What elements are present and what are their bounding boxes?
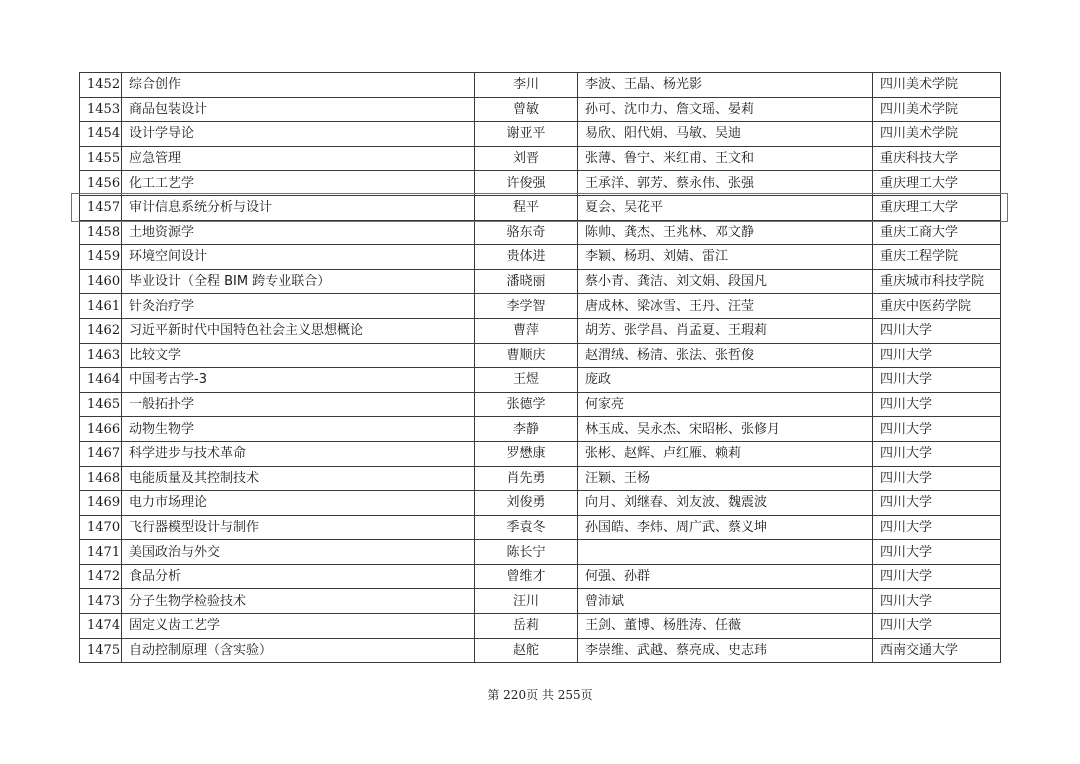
team-members-cell xyxy=(578,540,873,565)
school-name-cell: 四川大学 xyxy=(873,368,1001,393)
course-leader-cell: 陈长宁 xyxy=(475,540,578,565)
school-name-cell: 四川美术学院 xyxy=(873,73,1001,98)
row-number-cell: 1457 xyxy=(80,195,122,220)
table-row xyxy=(80,515,1001,540)
course-leader-cell: 李川 xyxy=(475,73,578,98)
school-name-cell: 四川大学 xyxy=(873,491,1001,516)
course-leader-cell: 肖先勇 xyxy=(475,466,578,491)
table-row xyxy=(80,614,1001,639)
course-name-cell: 一般拓扑学 xyxy=(122,392,475,417)
table-row xyxy=(80,368,1001,393)
row-number-cell: 1473 xyxy=(80,589,122,614)
course-name-cell: 自动控制原理（含实验） xyxy=(122,638,475,663)
table-row xyxy=(80,73,1001,98)
team-members-cell: 庞政 xyxy=(578,368,873,393)
table-row xyxy=(80,122,1001,147)
school-name-cell: 四川大学 xyxy=(873,441,1001,466)
course-table xyxy=(79,72,1001,663)
table-row xyxy=(80,269,1001,294)
row-number-cell: 1463 xyxy=(80,343,122,368)
row-number-cell: 1466 xyxy=(80,417,122,442)
course-leader-cell: 许俊强 xyxy=(475,171,578,196)
course-name-cell: 环境空间设计 xyxy=(122,245,475,270)
course-name-cell: 土地资源学 xyxy=(122,220,475,245)
course-leader-cell: 程平 xyxy=(475,195,578,220)
school-name-cell: 四川美术学院 xyxy=(873,122,1001,147)
team-members-cell: 张彬、赵辉、卢红雁、赖莉 xyxy=(578,441,873,466)
school-name-cell: 重庆工商大学 xyxy=(873,220,1001,245)
course-name-cell: 比较文学 xyxy=(122,343,475,368)
course-leader-cell: 曾敏 xyxy=(475,97,578,122)
course-leader-cell: 汪川 xyxy=(475,589,578,614)
team-members-cell: 李波、王晶、杨光影 xyxy=(578,73,873,98)
school-name-cell: 四川大学 xyxy=(873,589,1001,614)
course-leader-cell: 贵体进 xyxy=(475,245,578,270)
row-number-cell: 1469 xyxy=(80,491,122,516)
team-members-cell: 曾沛斌 xyxy=(578,589,873,614)
course-name-cell: 毕业设计（全程 BIM 跨专业联合） xyxy=(122,269,475,294)
course-leader-cell: 李静 xyxy=(475,417,578,442)
table-row xyxy=(80,146,1001,171)
school-name-cell: 四川大学 xyxy=(873,343,1001,368)
table-row xyxy=(80,417,1001,442)
team-members-cell: 蔡小青、龚洁、刘文娟、段国凡 xyxy=(578,269,873,294)
table-row xyxy=(80,171,1001,196)
team-members-cell: 唐成林、梁冰雪、王丹、汪莹 xyxy=(578,294,873,319)
school-name-cell: 四川大学 xyxy=(873,417,1001,442)
team-members-cell: 李颖、杨玥、刘婧、雷江 xyxy=(578,245,873,270)
page-footer xyxy=(0,686,1080,703)
row-number-cell: 1458 xyxy=(80,220,122,245)
school-name-cell: 重庆中医药学院 xyxy=(873,294,1001,319)
table-row xyxy=(80,195,1001,220)
table-row xyxy=(80,491,1001,516)
school-name-cell: 四川大学 xyxy=(873,318,1001,343)
team-members-cell: 王承洋、郭芳、蔡永伟、张强 xyxy=(578,171,873,196)
team-members-cell: 孙国皓、李炜、周广武、蔡义坤 xyxy=(578,515,873,540)
team-members-cell: 汪颖、王杨 xyxy=(578,466,873,491)
team-members-cell: 李崇维、武越、蔡亮成、史志玮 xyxy=(578,638,873,663)
row-number-cell: 1468 xyxy=(80,466,122,491)
table-row xyxy=(80,466,1001,491)
row-number-cell: 1472 xyxy=(80,564,122,589)
course-leader-cell: 季袁冬 xyxy=(475,515,578,540)
team-members-cell: 林玉成、吴永杰、宋昭彬、张修月 xyxy=(578,417,873,442)
team-members-cell: 夏会、吴花平 xyxy=(578,195,873,220)
course-name-cell: 设计学导论 xyxy=(122,122,475,147)
school-name-cell: 重庆城市科技学院 xyxy=(873,269,1001,294)
course-leader-cell: 骆东奇 xyxy=(475,220,578,245)
row-number-cell: 1475 xyxy=(80,638,122,663)
table-row xyxy=(80,638,1001,663)
team-members-cell: 易欣、阳代娟、马敏、吴迪 xyxy=(578,122,873,147)
row-number-cell: 1454 xyxy=(80,122,122,147)
course-name-cell: 商品包装设计 xyxy=(122,97,475,122)
school-name-cell: 西南交通大学 xyxy=(873,638,1001,663)
school-name-cell: 四川大学 xyxy=(873,614,1001,639)
school-name-cell: 重庆理工大学 xyxy=(873,195,1001,220)
school-name-cell: 重庆科技大学 xyxy=(873,146,1001,171)
course-name-cell: 美国政治与外交 xyxy=(122,540,475,565)
course-name-cell: 针灸治疗学 xyxy=(122,294,475,319)
course-leader-cell: 岳莉 xyxy=(475,614,578,639)
school-name-cell: 重庆理工大学 xyxy=(873,171,1001,196)
course-name-cell: 固定义齿工艺学 xyxy=(122,614,475,639)
course-name-cell: 动物生物学 xyxy=(122,417,475,442)
row-number-cell: 1467 xyxy=(80,441,122,466)
table-row xyxy=(80,441,1001,466)
course-leader-cell: 刘晋 xyxy=(475,146,578,171)
team-members-cell: 赵渭绒、杨清、张法、张哲俊 xyxy=(578,343,873,368)
course-name-cell: 综合创作 xyxy=(122,73,475,98)
row-number-cell: 1460 xyxy=(80,269,122,294)
table-row xyxy=(80,392,1001,417)
team-members-cell: 向月、刘继春、刘友波、魏震波 xyxy=(578,491,873,516)
table-row xyxy=(80,343,1001,368)
page-number-label: 第 220页 共 255页 xyxy=(487,688,593,702)
table-row xyxy=(80,245,1001,270)
course-leader-cell: 曹萍 xyxy=(475,318,578,343)
row-number-cell: 1452 xyxy=(80,73,122,98)
school-name-cell: 四川美术学院 xyxy=(873,97,1001,122)
row-number-cell: 1462 xyxy=(80,318,122,343)
course-leader-cell: 刘俊勇 xyxy=(475,491,578,516)
row-number-cell: 1453 xyxy=(80,97,122,122)
team-members-cell: 张薄、鲁宁、米红甫、王文和 xyxy=(578,146,873,171)
row-number-cell: 1459 xyxy=(80,245,122,270)
course-leader-cell: 谢亚平 xyxy=(475,122,578,147)
table-row xyxy=(80,540,1001,565)
team-members-cell: 陈帅、龚杰、王兆林、邓文静 xyxy=(578,220,873,245)
row-number-cell: 1461 xyxy=(80,294,122,319)
course-name-cell: 应急管理 xyxy=(122,146,475,171)
course-leader-cell: 王煜 xyxy=(475,368,578,393)
course-leader-cell: 罗懋康 xyxy=(475,441,578,466)
course-leader-cell: 张德学 xyxy=(475,392,578,417)
row-number-cell: 1465 xyxy=(80,392,122,417)
row-number-cell: 1471 xyxy=(80,540,122,565)
course-name-cell: 科学进步与技术革命 xyxy=(122,441,475,466)
course-name-cell: 审计信息系统分析与设计 xyxy=(122,195,475,220)
school-name-cell: 四川大学 xyxy=(873,466,1001,491)
course-leader-cell: 曾维才 xyxy=(475,564,578,589)
school-name-cell: 四川大学 xyxy=(873,392,1001,417)
row-number-cell: 1456 xyxy=(80,171,122,196)
school-name-cell: 四川大学 xyxy=(873,564,1001,589)
course-name-cell: 飞行器模型设计与制作 xyxy=(122,515,475,540)
team-members-cell: 王剑、董博、杨胜涛、任薇 xyxy=(578,614,873,639)
course-leader-cell: 曹顺庆 xyxy=(475,343,578,368)
school-name-cell: 重庆工程学院 xyxy=(873,245,1001,270)
team-members-cell: 孙可、沈巾力、詹文瑶、晏莉 xyxy=(578,97,873,122)
course-name-cell: 电能质量及其控制技术 xyxy=(122,466,475,491)
row-number-cell: 1455 xyxy=(80,146,122,171)
team-members-cell: 胡芳、张学昌、肖孟夏、王瑕莉 xyxy=(578,318,873,343)
course-name-cell: 中国考古学-3 xyxy=(122,368,475,393)
course-leader-cell: 赵舵 xyxy=(475,638,578,663)
table-row xyxy=(80,294,1001,319)
table-row xyxy=(80,589,1001,614)
table-row xyxy=(80,318,1001,343)
school-name-cell: 四川大学 xyxy=(873,515,1001,540)
course-name-cell: 化工工艺学 xyxy=(122,171,475,196)
course-leader-cell: 潘晓丽 xyxy=(475,269,578,294)
course-name-cell: 电力市场理论 xyxy=(122,491,475,516)
table-body xyxy=(80,73,1001,663)
row-number-cell: 1470 xyxy=(80,515,122,540)
course-name-cell: 食品分析 xyxy=(122,564,475,589)
table-row xyxy=(80,564,1001,589)
team-members-cell: 何家亮 xyxy=(578,392,873,417)
team-members-cell: 何强、孙群 xyxy=(578,564,873,589)
school-name-cell: 四川大学 xyxy=(873,540,1001,565)
course-name-cell: 习近平新时代中国特色社会主义思想概论 xyxy=(122,318,475,343)
row-number-cell: 1464 xyxy=(80,368,122,393)
table-row xyxy=(80,97,1001,122)
course-leader-cell: 李学智 xyxy=(475,294,578,319)
table-row xyxy=(80,220,1001,245)
row-number-cell: 1474 xyxy=(80,614,122,639)
course-name-cell: 分子生物学检验技术 xyxy=(122,589,475,614)
